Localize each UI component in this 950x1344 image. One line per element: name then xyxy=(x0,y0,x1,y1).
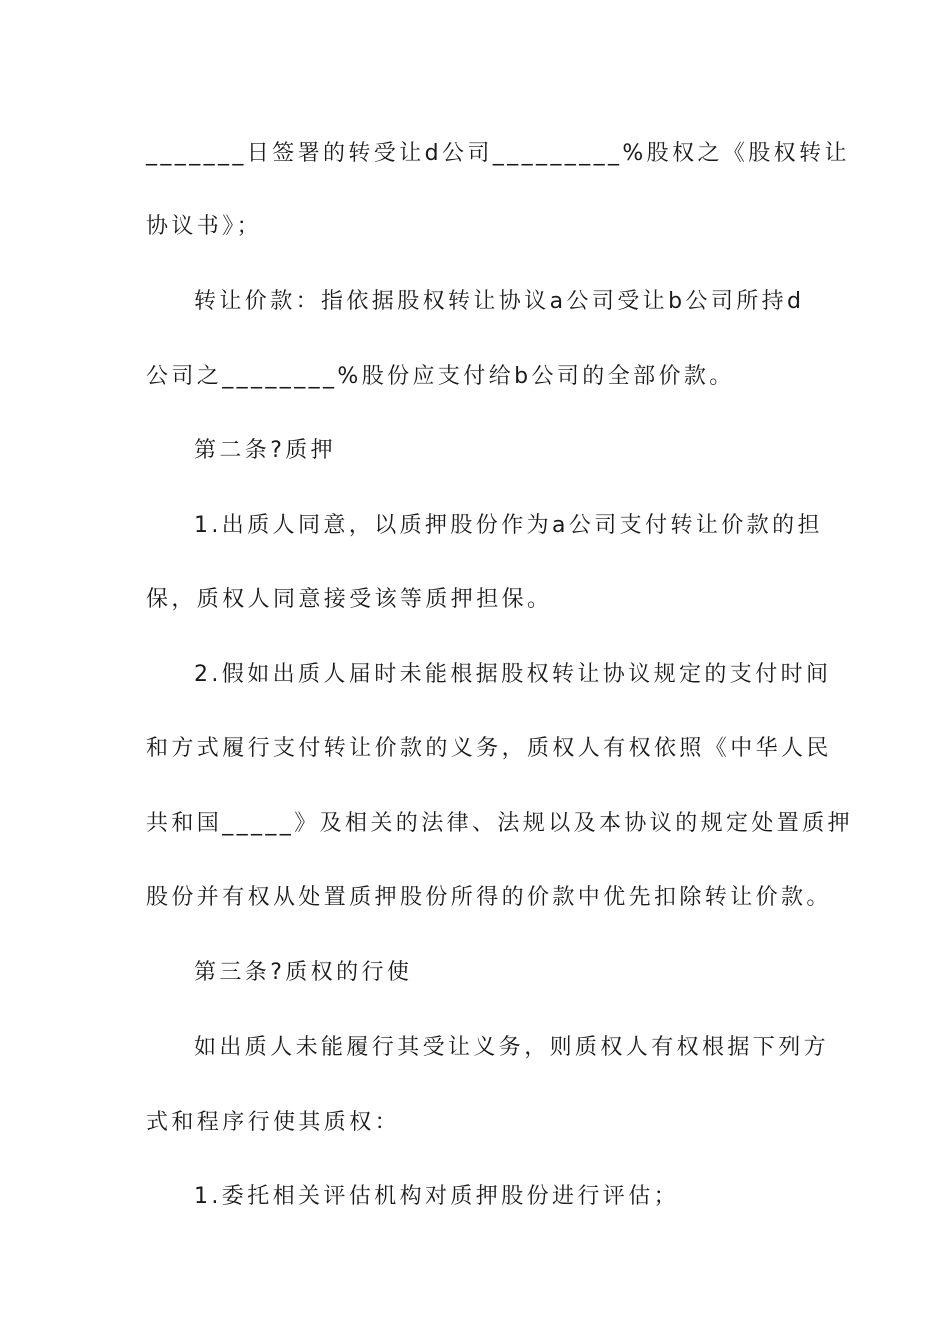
paragraph-line: _______日签署的转受让d公司_________%股权之《股权转让 xyxy=(146,141,850,166)
article-3-heading: 第三条?质权的行使 xyxy=(194,960,413,985)
paragraph-line: 和方式履行支付转让价款的义务，质权人有权依照《中华人民 xyxy=(146,736,832,761)
clause-2-1: 1.出质人同意，以质押股份作为a公司支付转让价款的担 xyxy=(194,513,823,538)
definition-transfer-price: 转让价款：指依据股权转让协议a公司受让b公司所持d xyxy=(194,289,805,314)
paragraph-line: 公司之________%股份应支付给b公司的全部价款。 xyxy=(146,364,735,389)
paragraph-line: 保，质权人同意接受该等质押担保。 xyxy=(146,587,553,612)
paragraph-line: 协议书》； xyxy=(146,214,263,239)
article-2-heading: 第二条?质押 xyxy=(194,438,337,463)
article-3-intro: 如出质人未能履行其受让义务，则质权人有权根据下列方 xyxy=(194,1035,830,1060)
paragraph-line: 股份并有权从处置质押股份所得的价款中优先扣除转让价款。 xyxy=(146,885,832,910)
clause-2-2: 2.假如出质人届时未能根据股权转让协议规定的支付时间 xyxy=(194,662,832,687)
paragraph-line: 共和国_____》及相关的法律、法规以及本协议的规定处置质押 xyxy=(146,811,854,836)
clause-3-1: 1.委托相关评估机构对质押股份进行评估； xyxy=(194,1184,679,1209)
paragraph-line: 式和程序行使其质权： xyxy=(146,1110,401,1135)
